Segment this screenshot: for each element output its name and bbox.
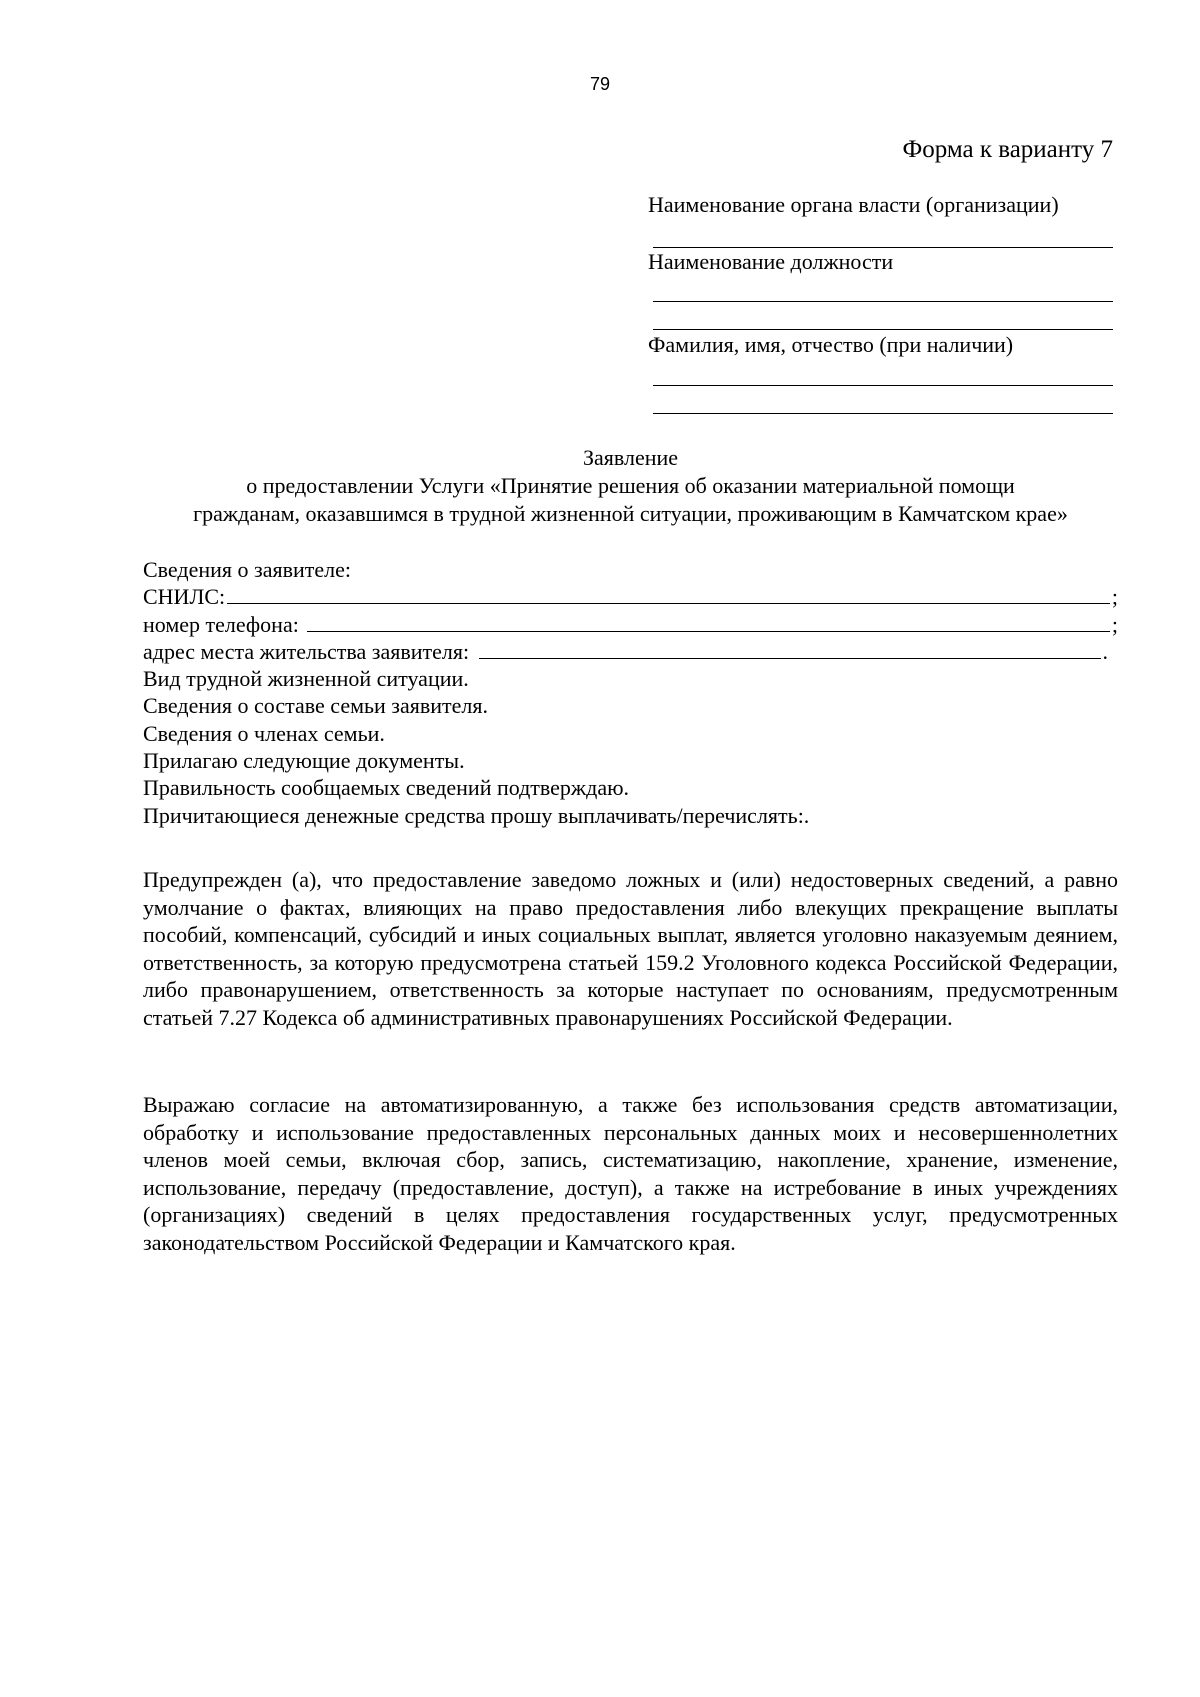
full-name-field-line-1[interactable]: [653, 385, 1113, 386]
phone-row: [143, 611, 1118, 638]
address-field[interactable]: [479, 640, 1100, 659]
address-label: адрес места жительства заявителя:: [143, 638, 470, 664]
position-field-line-1[interactable]: [653, 301, 1113, 302]
full-name-label: Фамилия, имя, отчество (при наличии): [648, 332, 1014, 357]
phone-label: номер телефона:: [143, 611, 299, 637]
snils-row: [143, 583, 1118, 610]
applicant-details: [143, 556, 1118, 829]
title-heading: Заявление: [582, 445, 679, 470]
title-subtitle-line-1: о предоставлении Услуги «Принятие решения об оказании материальной помощи: [246, 473, 1015, 498]
position-field-line-2[interactable]: [653, 329, 1113, 330]
applicant-header: Сведения о заявителе:: [143, 557, 352, 582]
snils-label: СНИЛС:: [143, 584, 226, 610]
form-variant-label: Форма к варианту 7: [902, 136, 1113, 163]
snils-end: ;: [1111, 584, 1118, 610]
consent-paragraph: Выражаю согласие на автоматизированную, а также без использования средств автоматизации, обработку и использование предоставленных персональных данных моих и несовершеннолетних членов моей семьи, включая сбор, запись, систематизацию, накопление, хранение, изменение, использование, передачу (предоставление, доступ), а также на истребование в иных учреждениях (организациях) сведений в целях предоставления государственных услуг, предусмотренных законодательством Российской Федерации и Камчатского края.: [143, 1092, 1118, 1255]
full-name-field-line-2[interactable]: [653, 413, 1113, 414]
addressee-block: [648, 0, 1113, 420]
snils-field[interactable]: [227, 585, 1110, 604]
phone-field[interactable]: [307, 613, 1110, 632]
phone-end: ;: [1111, 611, 1118, 637]
list-item: Сведения о членах семьи.: [143, 720, 385, 746]
warning-paragraph: Предупрежден (а), что предоставление заведомо ложных и (или) недостоверных сведений, а равно умолчание о фактах, влияющих на право предоставления либо влекущих прекращение выплаты пособий, компенсаций, субсидий и иных социальных выплат, является уголовно наказуемым деянием, ответственность, за которую предусмотрена статьей 159.2 Уголовного кодекса Российской Федерации, либо правонарушением, ответственность за которые наступает по основаниям, предусмотренным статьей 7.27 Кодекса об административных правонарушениях Российской Федерации.: [143, 867, 1118, 1030]
title-subtitle-line-2: гражданам, оказавшимся в трудной жизненной ситуации, проживающим в Камчатском крае»: [193, 501, 1068, 526]
position-label: Наименование должности: [648, 249, 894, 274]
page-number: 79: [589, 74, 611, 94]
application-title: [143, 444, 1118, 528]
address-end: .: [1102, 638, 1108, 664]
list-item: Сведения о составе семьи заявителя.: [143, 693, 489, 719]
list-item: Прилагаю следующие документы.: [143, 748, 465, 774]
org-name-label: Наименование органа власти (организации): [648, 192, 1059, 217]
address-row: [143, 638, 1118, 665]
list-item: Правильность сообщаемых сведений подтверждаю.: [143, 775, 630, 801]
org-name-field[interactable]: [653, 247, 1113, 248]
list-item: Причитающиеся денежные средства прошу выплачивать/перечислять:.: [143, 802, 810, 828]
list-item: Вид трудной жизненной ситуации.: [143, 666, 469, 692]
